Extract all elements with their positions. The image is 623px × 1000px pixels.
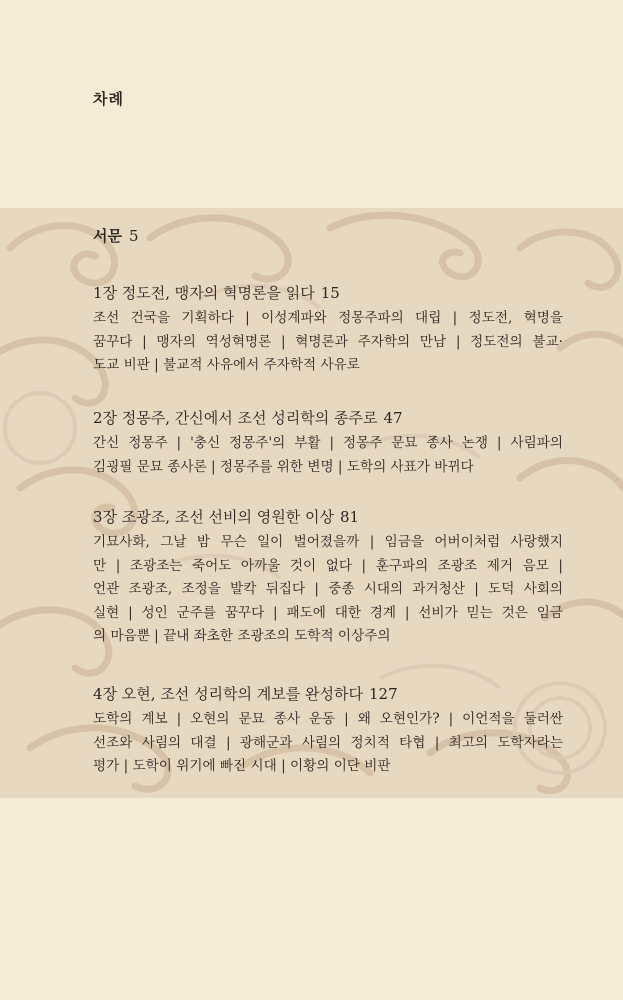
chapter-title xyxy=(93,281,563,305)
patterned-contents-band xyxy=(0,208,623,798)
chapter-2-page-number: 47 xyxy=(383,409,403,427)
section-line: 만 | 조광조는 죽어도 아까울 것이 없다 | 훈구파의 조광조 제거 음모 | xyxy=(93,557,563,574)
section-line: 실현 | 성인 군주를 꿈꾸다 | 패도에 대한 경계 | 선비가 믿는 것은 임금 xyxy=(93,604,563,621)
section-line: 간신 정몽주 | '충신 정몽주'의 부활 | 정몽주 문묘 종사 논쟁 | 사림파의 xyxy=(93,435,563,451)
chapter-1-page-number: 15 xyxy=(320,284,340,302)
chapter-title xyxy=(93,682,563,706)
section-line: 선조와 사림의 대결 | 광해군과 사림의 정치적 타협 | 최고의 도학자라는 xyxy=(93,734,563,751)
section-line: 조선 건국을 기획하다 | 이성계파와 정몽주파의 대립 | 정도전, 혁명을 xyxy=(93,310,563,326)
section-line: 김굉필 문묘 종사론 | 정몽주를 위한 변명 | 도학의 사표가 바뀌다 xyxy=(93,458,474,475)
section-line: 꿈꾸다 | 맹자의 역성혁명론 | 혁명론과 주자학의 만남 | 정도전의 불교· xyxy=(93,333,563,350)
chapter-3-sections xyxy=(93,531,563,649)
chapter-2-entry[interactable] xyxy=(93,406,563,479)
section-line: 도교 비판 | 불교적 사유에서 주자학적 사유로 xyxy=(93,357,360,373)
chapter-4-title: 4장 오현, 조선 성리학의 계보를 완성하다 xyxy=(93,685,363,703)
chapter-1-title: 1장 정도전, 맹자의 혁명론을 읽다 xyxy=(93,284,315,302)
chapter-3-page-number: 81 xyxy=(340,508,360,526)
chapter-title xyxy=(93,406,563,430)
chapter-4-sections xyxy=(93,708,563,779)
section-line: 기묘사화, 그날 밤 무슨 일이 벌어졌을까 | 임금을 어버이처럼 사랑했지 xyxy=(93,534,563,550)
chapter-4-entry[interactable] xyxy=(93,682,563,779)
chapter-2-sections xyxy=(93,432,563,479)
preface-label: 서문 xyxy=(93,227,122,245)
section-line: 도학의 계보 | 오현의 문묘 종사 운동 | 왜 오현인가? | 이언적을 둘러싼 xyxy=(93,711,563,727)
chapter-3-title: 3장 조광조, 조선 선비의 영원한 이상 xyxy=(93,508,335,526)
chapter-title xyxy=(93,505,563,529)
preface-page-number: 5 xyxy=(128,227,139,245)
chapter-4-page-number: 127 xyxy=(369,685,398,703)
section-line: 언관 조광조, 조정을 발칵 뒤집다 | 중종 시대의 과거청산 | 도덕 사회의 xyxy=(93,581,563,597)
chapter-3-entry[interactable] xyxy=(93,505,563,649)
section-line: 평가 | 도학이 위기에 빠진 시대 | 이황의 이단 비판 xyxy=(93,758,391,774)
chapter-1-sections xyxy=(93,307,563,378)
section-line: 의 마음뿐 | 끝내 좌초한 조광조의 도학적 이상주의 xyxy=(93,628,391,644)
page-title: 차례 xyxy=(93,90,124,108)
preface-entry[interactable] xyxy=(93,225,139,246)
chapter-2-title: 2장 정몽주, 간신에서 조선 성리학의 종주로 xyxy=(93,409,378,427)
table-of-contents xyxy=(0,208,623,798)
chapter-1-entry[interactable] xyxy=(93,281,563,378)
